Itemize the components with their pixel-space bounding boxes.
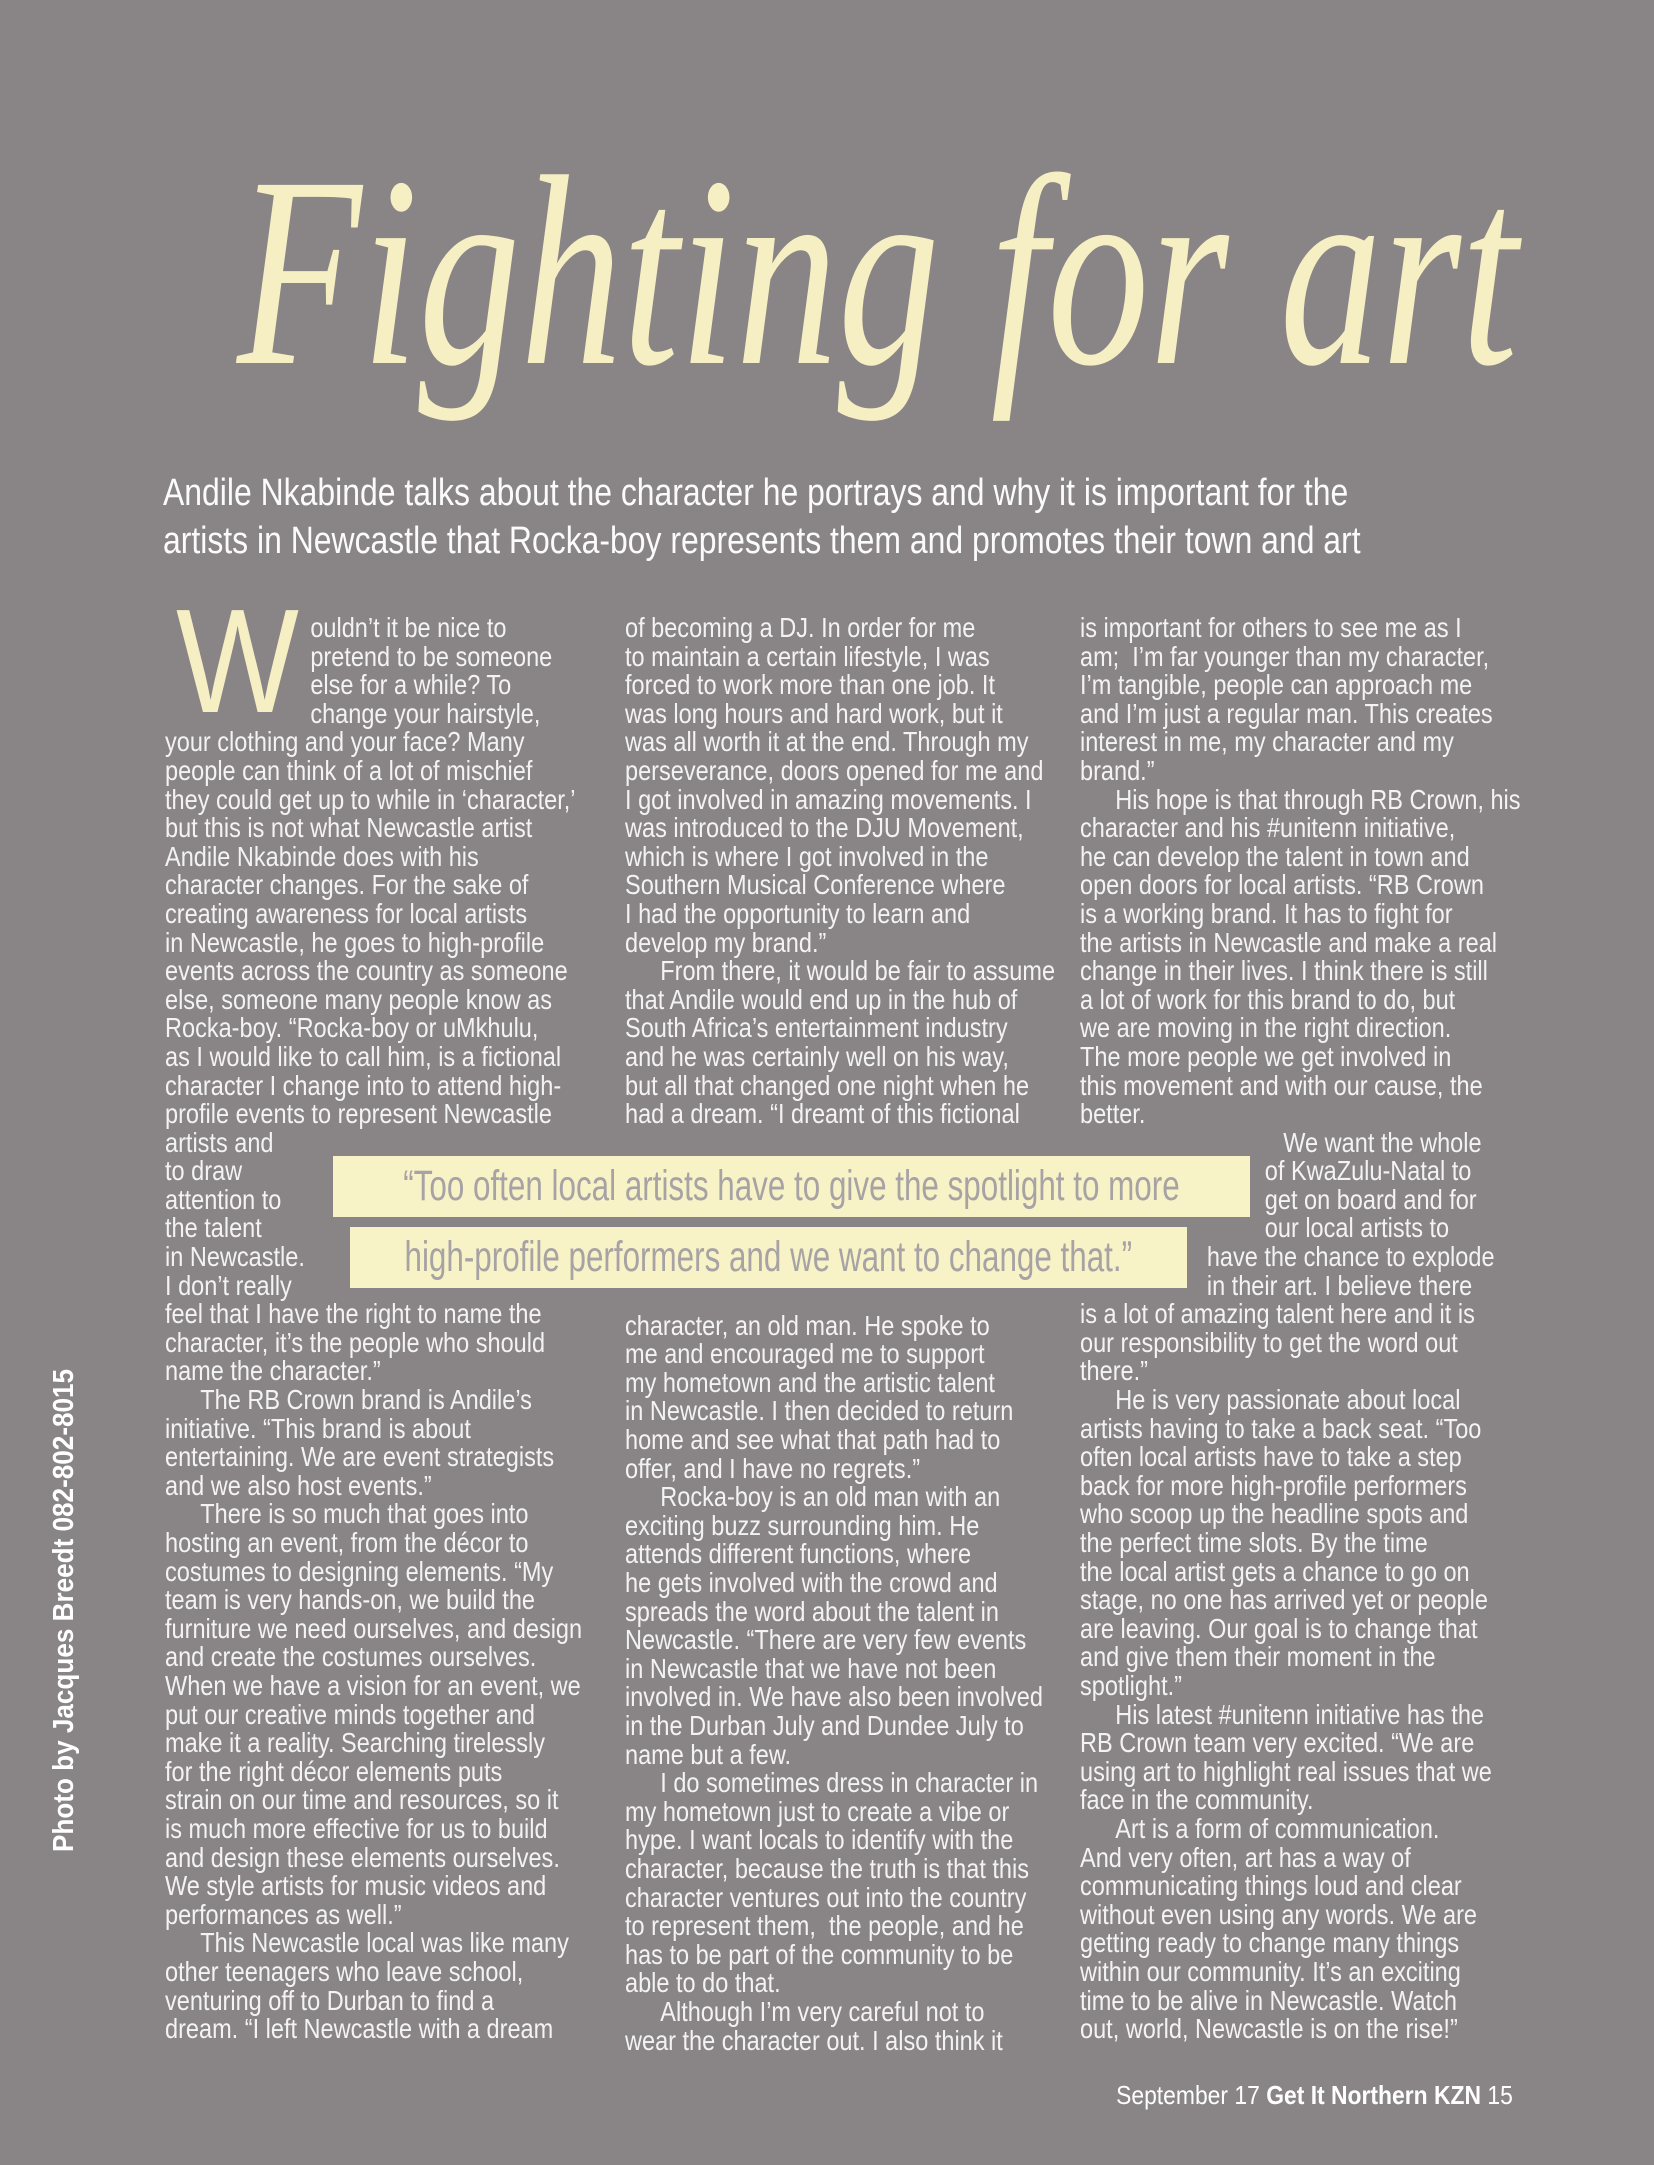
text-line: my hometown and the artistic talent [625, 1366, 995, 1398]
text-line: better. [1080, 1098, 1146, 1130]
text-line: I had the opportunity to learn and [625, 897, 971, 929]
text-line: artists and [165, 1126, 274, 1158]
text-line: this movement and with our cause, the [1080, 1069, 1483, 1101]
text-line: in Newcastle, he goes to high-profile [165, 926, 545, 958]
body-column-2 [625, 614, 1129, 2055]
text-line: using art to highlight real issues that we [1080, 1755, 1492, 1787]
pull-quote-line-1: “Too often local artists have to give the spotlight to more [403, 1162, 1180, 1210]
text-line: character I change into to attend high- [165, 1069, 562, 1101]
photo-credit: Photo by Jacques Breedt 082-802-8015 [48, 1368, 80, 1852]
text-line: our local artists to [1264, 1212, 1450, 1244]
text-line: spotlight.” [1080, 1669, 1182, 1701]
text-line: perseverance, doors opened for me and [625, 754, 1044, 786]
text-line: Rocka-boy. “Rocka-boy or uMkhulu, [165, 1012, 539, 1044]
text-line: change in their lives. I think there is still [1080, 955, 1488, 987]
text-line: character and his #unitenn initiative, [1080, 812, 1456, 844]
text-line: His hope is that through RB Crown, his [1115, 783, 1521, 815]
page-footer [1116, 2080, 1513, 2111]
text-line: in Newcastle that we have not been [625, 1652, 997, 1684]
text-line: getting ready to change many things [1080, 1927, 1460, 1959]
text-line: the talent [165, 1212, 262, 1244]
text-line: Andile Nkabinde does with his [165, 840, 479, 872]
text-line: often local artists have to take a step [1080, 1441, 1462, 1473]
text-line: have the chance to explode [1206, 1241, 1495, 1273]
text-line: make it a reality. Searching tirelessly [165, 1727, 545, 1759]
text-line: wear the character out. I also think it [625, 2024, 1003, 2056]
text-line: involved in. We have also been involved [625, 1681, 1043, 1713]
text-line: costumes to designing elements. “My [165, 1555, 554, 1587]
text-line: I’m tangible, people can approach me [1080, 669, 1473, 701]
text-line: to maintain a certain lifestyle, I was [625, 640, 990, 672]
text-line: had a dream. “I dreamt of this fictional [625, 1098, 1020, 1130]
text-line: the perfect time slots. By the time [1080, 1527, 1428, 1558]
text-line: and give them their moment in the [1080, 1641, 1436, 1673]
text-line: as I would like to call him, is a fictional [165, 1040, 562, 1072]
text-line: of becoming a DJ. In order for me [625, 612, 976, 643]
text-line: character ventures out into the country [625, 1881, 1027, 1913]
text-line: who scoop up the headline spots and [1080, 1498, 1469, 1530]
text-line: people can think of a lot of mischief [165, 754, 533, 786]
text-line: back for more high-profile performers [1080, 1469, 1467, 1501]
text-line: they could get up to while in ‘character,’ [165, 783, 576, 815]
text-line: When we have a vision for an event, we [165, 1669, 581, 1701]
text-line: get on board and for [1264, 1183, 1477, 1215]
text-line: attention to [165, 1183, 282, 1215]
text-line: hype. I want locals to identify with the [625, 1824, 1014, 1856]
text-line: in Newcastle. I then decided to return [625, 1395, 1014, 1427]
text-line: exciting buzz surrounding him. He [625, 1509, 980, 1541]
text-line: is much more effective for us to build [165, 1812, 548, 1844]
text-line: but this is not what Newcastle artist [165, 812, 533, 844]
text-line: other teenagers who leave school, [165, 1955, 524, 1987]
text-line: name the character.” [165, 1355, 381, 1387]
text-line: face in the community. [1080, 1784, 1314, 1816]
text-line: furniture we need ourselves, and design [165, 1612, 583, 1644]
text-line: in Newcastle. [165, 1241, 305, 1273]
text-line: within our community. It’s an exciting [1080, 1955, 1461, 1987]
text-line: change your hairstyle, [310, 697, 541, 729]
text-line: We style artists for music videos and [165, 1870, 547, 1902]
text-line: entertaining. We are event strategists [165, 1441, 555, 1473]
drop-cap: W [176, 579, 299, 744]
text-line: Rocka-boy is an old man with an [660, 1481, 1001, 1513]
text-line: spreads the word about the talent in [625, 1595, 999, 1627]
text-line: And very often, art has a way of [1080, 1841, 1411, 1873]
body-column-3 [1080, 614, 1584, 2044]
text-line: team is very hands-on, we build the [165, 1584, 535, 1616]
text-line: was all worth it at the end. Through my [625, 726, 1029, 758]
text-line: Southern Musical Conference where [625, 869, 1006, 901]
text-line: out, world, Newcastle is on the rise!” [1080, 2013, 1458, 2045]
text-line: The RB Crown brand is Andile’s [200, 1384, 532, 1416]
text-line: was introduced to the DJU Movement, [625, 812, 1024, 844]
text-line: offer, and I have no regrets.” [625, 1452, 921, 1484]
text-line: communicating things loud and clear [1080, 1870, 1462, 1902]
text-line: else, someone many people know as [165, 983, 553, 1015]
text-line: the artists in Newcastle and make a real [1080, 926, 1498, 958]
text-line: RB Crown team very excited. “We are [1080, 1727, 1475, 1759]
text-line: is a working brand. It has to fight for [1080, 897, 1453, 929]
text-line: and I’m just a regular man. This creates [1080, 697, 1493, 729]
article-title: Fighting for art [237, 121, 1518, 422]
text-line: events across the country as someone [165, 955, 568, 987]
pull-quote-line-2: high-profile performers and we want to change that.” [404, 1233, 1133, 1281]
footer-page-number: 15 [1481, 2080, 1513, 2110]
footer-date: September 17 [1116, 2080, 1267, 2110]
text-line: without even using any words. We are [1080, 1898, 1478, 1930]
text-line: has to be part of the community to be [625, 1938, 1014, 1970]
text-line: open doors for local artists. “RB Crown [1080, 869, 1484, 901]
text-line: is important for others to see me as I [1080, 612, 1462, 643]
text-line: character, an old man. He spoke to [625, 1309, 990, 1341]
text-line: forced to work more than one job. It [625, 669, 995, 701]
text-line: artists having to take a back seat. “Too [1080, 1412, 1482, 1444]
subtitle-line-2: artists in Newcastle that Rocka-boy represents them and promotes their town and art [163, 520, 1361, 562]
text-line: venturing off to Durban to find a [165, 1984, 495, 2016]
text-line: strain on our time and resources, so it [165, 1784, 559, 1816]
text-line: and create the costumes ourselves. [165, 1641, 537, 1673]
text-line: initiative. “This brand is about [165, 1412, 471, 1444]
text-line: Although I’m very careful not to [660, 1995, 985, 2027]
text-line: character changes. For the sake of [165, 869, 529, 901]
text-line: time to be alive in Newcastle. Watch [1080, 1984, 1457, 2016]
body-column-1 [165, 614, 669, 2044]
text-line: pretend to be someone [310, 640, 553, 672]
text-line: character, because the truth is that this [625, 1852, 1029, 1884]
text-line: creating awareness for local artists [165, 897, 528, 929]
text-line: stage, no one has arrived yet or people [1080, 1584, 1488, 1616]
text-line: we are moving in the right direction. [1080, 1012, 1452, 1044]
text-line: home and see what that path had to [625, 1424, 1001, 1456]
text-line: in their art. I believe there [1206, 1269, 1473, 1301]
text-line: I don’t really [165, 1269, 292, 1301]
text-line: Newcastle. “There are very few events [625, 1624, 1027, 1656]
text-line: there.” [1080, 1355, 1148, 1387]
text-line: am; I’m far younger than my character, [1080, 640, 1490, 672]
text-line: I got involved in amazing movements. I [625, 783, 1032, 815]
text-line: to represent them, the people, and he [625, 1910, 1024, 1942]
text-line: the local artist gets a chance to go on [1080, 1555, 1470, 1587]
text-line: he gets involved with the crowd and [625, 1567, 998, 1599]
text-line: character, it’s the people who should [165, 1326, 546, 1358]
text-line: which is where I got involved in the [625, 840, 989, 872]
text-line: interest in me, my character and my [1080, 726, 1454, 758]
text-line: in the Durban July and Dundee July to [625, 1710, 1024, 1741]
text-line: I do sometimes dress in character in [660, 1767, 1039, 1799]
text-line: feel that I have the right to name the [165, 1298, 542, 1330]
text-line: He is very passionate about local [1115, 1384, 1461, 1416]
text-line: and we also host events.” [165, 1469, 432, 1501]
text-line: was long hours and hard work, but it [625, 697, 1003, 729]
text-line: else for a while? To [310, 669, 512, 701]
text-line: His latest #unitenn initiative has the [1115, 1698, 1484, 1730]
text-line: profile events to represent Newcastle [165, 1098, 552, 1130]
text-line: The more people we get involved in [1080, 1040, 1452, 1072]
text-line: he can develop the talent in town and [1080, 840, 1470, 872]
text-line: is a lot of amazing talent here and it is [1080, 1298, 1475, 1330]
text-line: me and encouraged me to support [625, 1338, 985, 1370]
text-line: of KwaZulu-Natal to [1264, 1155, 1472, 1187]
text-line: and he was certainly well on his way, [625, 1040, 1009, 1072]
text-line: to draw [165, 1155, 243, 1187]
text-line: This Newcastle local was like many [200, 1927, 569, 1959]
text-line: a lot of work for this brand to do, but [1080, 983, 1456, 1015]
text-line: dream. “I left Newcastle with a dream [165, 2013, 554, 2045]
text-line: brand.” [1080, 754, 1155, 786]
text-line: hosting an event, from the décor to [165, 1527, 529, 1558]
footer-brand: Get It Northern KZN [1266, 2080, 1482, 2110]
text-line: name but a few. [625, 1738, 792, 1770]
text-line: that Andile would end up in the hub of [625, 983, 1018, 1015]
subtitle-line-1: Andile Nkabinde talks about the character he portrays and why it is important for the [163, 472, 1349, 514]
article-subtitle [163, 469, 1361, 565]
text-line: South Africa’s entertainment industry [625, 1012, 1008, 1044]
text-line: From there, it would be fair to assume [660, 955, 1056, 987]
text-line: performances as well.” [165, 1898, 402, 1930]
text-line: are leaving. Our goal is to change that [1080, 1612, 1478, 1644]
text-line: my hometown just to create a vibe or [625, 1795, 1010, 1827]
text-line: ouldn’t it be nice to [310, 612, 507, 643]
text-line: but all that changed one night when he [625, 1069, 1030, 1101]
text-line: able to do that. [625, 1967, 781, 1999]
text-line: our responsibility to get the word out [1080, 1326, 1458, 1358]
text-line: Art is a form of communication. [1115, 1812, 1440, 1844]
text-line: for the right décor elements puts [165, 1755, 503, 1787]
text-line: attends different functions, where [625, 1538, 972, 1570]
text-line: We want the whole [1283, 1126, 1482, 1158]
text-line: put our creative minds together and [165, 1698, 536, 1730]
text-line: your clothing and your face? Many [165, 726, 525, 758]
text-line: develop my brand.” [625, 926, 827, 958]
text-line: and design these elements ourselves. [165, 1841, 560, 1873]
text-line: There is so much that goes into [200, 1498, 529, 1530]
